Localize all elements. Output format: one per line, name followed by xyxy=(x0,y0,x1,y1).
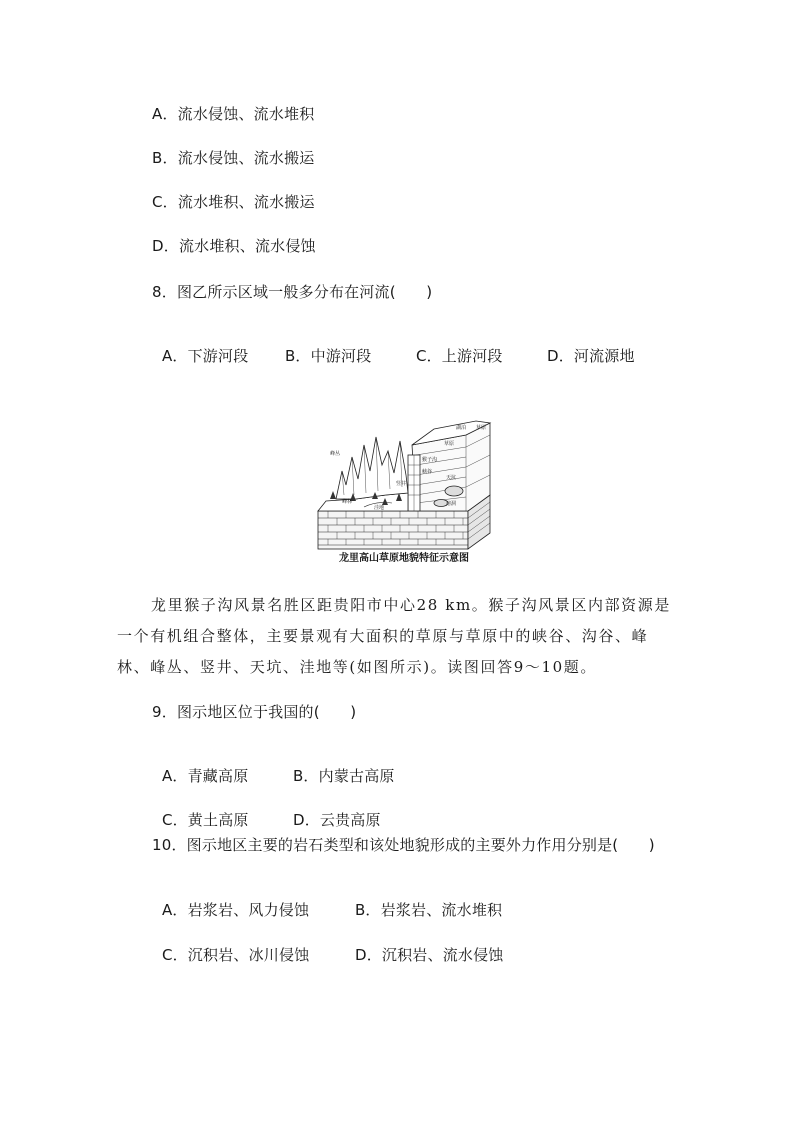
label-peak-cluster: 峰丛 xyxy=(330,451,341,457)
label-monkey-gully: 猴子沟 xyxy=(422,457,438,463)
figure-caption: 龙里高山草原地貌特征示意图 xyxy=(339,553,469,564)
q10-stem: 10．图示地区主要的岩石类型和该处地貌形成的主要外力作用分别是( ) xyxy=(152,836,655,854)
q9-option-c: C．黄土高原 xyxy=(161,811,249,829)
q9-stem: 9．图示地区位于我国的( ) xyxy=(152,703,357,721)
q10-option-a: A．岩浆岩、风力侵蚀 xyxy=(161,901,310,919)
label-depression: 洼地 xyxy=(374,505,385,511)
q7-option-c: C．流水堆积、流水搬运 xyxy=(152,193,315,211)
q8-stem: 8．图乙所示区域一般多分布在河流( ) xyxy=(152,283,433,301)
q9-option-b: B．内蒙古高原 xyxy=(292,767,395,785)
q10-option-c: C．沉积岩、冰川侵蚀 xyxy=(161,946,310,964)
landform-block-diagram xyxy=(316,415,492,551)
q10-option-d: D．沉积岩、流水侵蚀 xyxy=(354,946,504,964)
q9-options-row1 xyxy=(152,746,395,786)
q8-option-c: C．上游河段 xyxy=(415,347,503,365)
label-gorge: 峡谷 xyxy=(422,469,433,475)
q7-option-d: D．流水堆积、流水侵蚀 xyxy=(152,237,316,255)
q10-option-b: B．岩浆岩、流水堆积 xyxy=(354,901,503,919)
q9-option-d: D．云贵高原 xyxy=(292,811,381,829)
q8-option-b: B．中游河段 xyxy=(284,347,372,365)
q8-options xyxy=(152,326,635,366)
label-grassland-top: 草原 xyxy=(476,425,487,431)
label-lake: 湖泊 xyxy=(456,425,467,431)
q10-options-row1 xyxy=(152,880,502,920)
q7-option-b: B．流水侵蚀、流水搬运 xyxy=(152,149,315,167)
reading-passage: 龙里猴子沟风景名胜区距贵阳市中心28 km。猴子沟风景区内部资源是一个有机组合整体，主要景观有大面积的草原与草原中的峡谷、沟谷、峰林、峰丛、竖井、天坑、洼地等(如图所示)。读图回答9～10题。 xyxy=(117,596,671,676)
label-grassland: 草原 xyxy=(444,441,455,447)
label-shaft: 竖井 xyxy=(396,481,407,487)
label-peak-forest: 峰林 xyxy=(342,499,353,505)
label-sinkhole: 天坑 xyxy=(446,475,457,481)
label-cave: 溶洞 xyxy=(446,501,457,507)
q8-option-a: A．下游河段 xyxy=(161,347,249,365)
q9-options-row2 xyxy=(152,790,381,830)
q10-options-row2 xyxy=(152,925,504,965)
q9-option-a: A．青藏高原 xyxy=(161,767,249,785)
q7-option-a: A．流水侵蚀、流水堆积 xyxy=(152,105,315,123)
q8-option-d: D．河流源地 xyxy=(546,347,635,365)
